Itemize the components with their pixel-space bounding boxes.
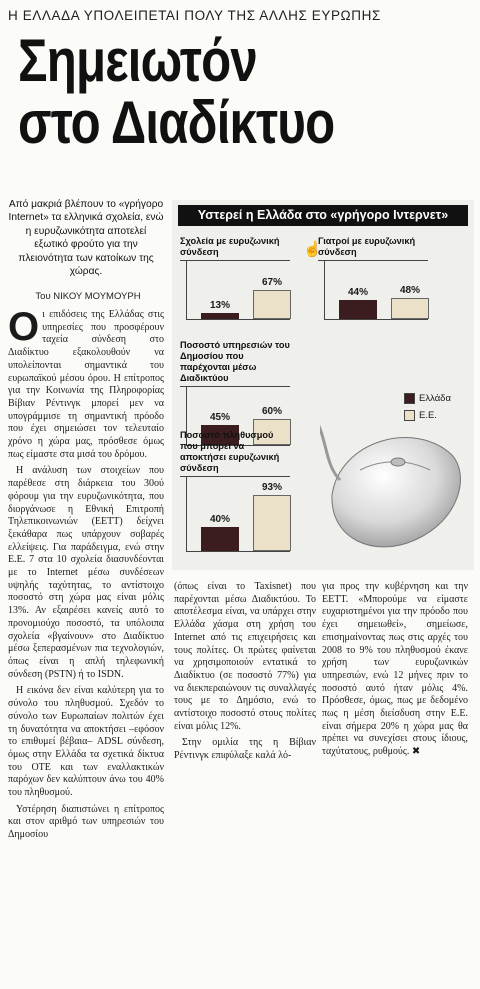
article-column-3 (322, 581, 468, 763)
legend-item-eu: Ε.Ε. (404, 410, 451, 421)
legend-swatch (404, 393, 415, 404)
bar-eu (253, 290, 291, 319)
paragraph: Η ανάλυση των στοιχείων που παρέθεσε στη διάρκεια του 30ού φόρουμ για την ευρυζωνικότητα, που διοργάνωσε η Εθνική Επιτροπή Τηλεπικοινωνιών (ΕΕΤΤ) δείχνει ξεκάθαρα πως υπάρχουν σοβαρές ελλείψεις. Για παράδειγμα, ενώ στην Ε.Ε. 7 στα 10 σχολεία διασυνδέονται με το Internet μέσω συνδέσεων υψηλής ταχύτητας, το αντίστοιχο ποσοστό στη χώρα μας είναι μόλις 13%. Αν εξαιρέσει κανείς αυτό το προνομιούχο ποσοστό, τα υπόλοιπα σχολεία «βγαίνουν» στο Διαδίκτυο μέσω ξεπερασμένων πια τεχνολογιών, όπως είναι η απλή τηλεφωνική σύνδεση (PSTN) ή το ISDN. (8, 465, 164, 680)
legend-swatch (404, 410, 415, 421)
lead-paragraph: Από μακριά βλέπουν το «γρήγορο Internet» τα ελληνικά σχολεία, ενώ η ευρυζωνικότητα αποτελεί εξωτικό φρούτο για την πλειονότητα των κατοίκων της χώρας. (8, 199, 164, 278)
paragraph: Η εικόνα δεν είναι καλύτερη για το σύνολο του πληθυσμού. Σχεδόν το σύνολο των Ευρωπαίων πολιτών έχει τη δυνατότητα να αποκτήσει –εφόσον το επιθυμεί βέβαια– ADSL σύνδεση, όμως στην Ελλάδα τα σχετικά δίκτυα του ΟΤΕ και των εναλλακτικών παρόχων δεν καλύπτουν άνω του 40% του πληθυσμού. (8, 685, 164, 799)
chart-plot (186, 477, 290, 552)
bar-greece (339, 300, 377, 319)
kicker: Η ΕΛΛΑΔΑ ΥΠΟΛΕΙΠΕΤΑΙ ΠΟΛΥ ΤΗΣ ΑΛΛΗΣ ΕΥΡΩΠΗΣ (8, 8, 381, 23)
article-column-1 (8, 305, 164, 846)
chart-plot (324, 261, 428, 320)
paragraph: Στην ομιλία της η Βίβιαν Ρέντινγκ επιφύλαξε καλά λό- (174, 737, 316, 762)
legend-item-greece: Ελλάδα (404, 393, 451, 404)
infographic-title: Υστερεί η Ελλάδα στο «γρήγορο Ιντερνετ» (178, 205, 468, 226)
paragraph: (όπως είναι το Taxisnet) που παρέχονται μέσω Διαδικτύου. Το αποτέλεσμα είναι, να υπάρχει στην Ελλάδα χάσμα στη χρήση του Internet από τις επιχειρήσεις και τους πολίτες. Οι πρώτες φαίνεται να χρησιμοποιούν εντατικά το Διαδίκτυο (σε ποσοστό 77%) για να διεκπεραιώνουν τις συναλλαγές τους με το Δημόσιο, ενώ το αντίστοιχο ποσοστό στους πολίτες είναι μόλις 12%. (174, 581, 316, 732)
headline-line-2: στο Διαδίκτυο (18, 89, 335, 156)
chart-panel-schools (180, 236, 290, 320)
bar-value-label: 67% (261, 277, 282, 288)
drop-cap: Ο (8, 305, 40, 349)
headline-line-1: Σημειωτόν (18, 27, 257, 94)
chart-panel-population (180, 430, 290, 552)
bar-value-label: 60% (261, 406, 282, 417)
bar-greece (201, 527, 239, 551)
chart-title: Ποσοστό πληθυσμού που μπορεί να αποκτήσει ευρυζωνική σύνδεση (180, 430, 290, 477)
bar-greece (201, 313, 239, 319)
chart-title: Γιατροί με ευρυζωνική σύνδεση (318, 236, 428, 261)
pointer-hand-icon: ☝ (303, 242, 322, 258)
bar-eu (391, 298, 429, 319)
end-mark-icon: ✖ (411, 746, 421, 758)
bar-value-label: 45% (209, 412, 230, 423)
chart-title: Ποσοστό υπηρεσιών του Δημοσίου που παρέχονται μέσω Διαδικτύου (180, 340, 290, 387)
paragraph: Υστέρηση διαπιστώνει η επίτροπος και στον αριθμό των υπηρεσιών του Δημοσίου (8, 803, 164, 841)
bar-value-label: 44% (347, 287, 368, 298)
paragraph: για προς την κυβέρνηση και την ΕΕΤΤ. «Μπορούμε να είμαστε ευχαριστημένοι για την πρόοδο που έχει σημειωθεί», σημείωσε, επισημαίνοντας πως στις αρχές του 2008 το 9% του πληθυσμού έκανε χρήση των ευρυζωνικών υπηρεσιών, ενώ 12 μήνες πριν το ποσοστό αυτό ήταν μόλις 4%. Πρόσθεσε, όμως, πως με δεδομένο πως η μέση διείσδυση στην Ε.Ε. είναι σήμερα 20% η χώρα μας θα πρέπει να συνεχίσει στους ίδιους, ταχύτατους, ρυθμούς. ✖ (322, 581, 468, 758)
bar-value-label: 13% (209, 300, 230, 311)
chart-plot (186, 261, 290, 320)
bar-value-label: 40% (209, 514, 230, 525)
bar-value-label: 93% (261, 482, 282, 493)
bar-eu (253, 495, 291, 551)
bar-value-label: 48% (399, 285, 420, 296)
chart-legend (404, 393, 451, 427)
chart-title: Σχολεία με ευρυζωνική σύνδεση (180, 236, 290, 261)
article-column-2 (174, 581, 316, 767)
byline: Του ΝΙΚΟΥ ΜΟΥΜΟΥΡΗ (35, 291, 141, 302)
chart-panel-doctors (318, 236, 428, 320)
paragraph: Οι επιδόσεις της Ελλάδας στις υπηρεσίες που προσφέρουν ταχεία σύνδεση στο Διαδίκτυο εξακολουθούν να υπολείπονται σημαντικά του ευρωπαϊκού μέσου όρου. Η επίτροπος για την Κοινωνία της Πληροφορίας Βίβιαν Ρέντινγκ μπορεί μεν να υπογράμμισε τη σημαντική πρόοδο που έχει σημειώσει τον τελευταίο χρόνο η χώρα μας, πρόσθεσε όμως πως είμαστε στα μισά του δρόμου. (8, 305, 164, 460)
headline (18, 27, 387, 156)
